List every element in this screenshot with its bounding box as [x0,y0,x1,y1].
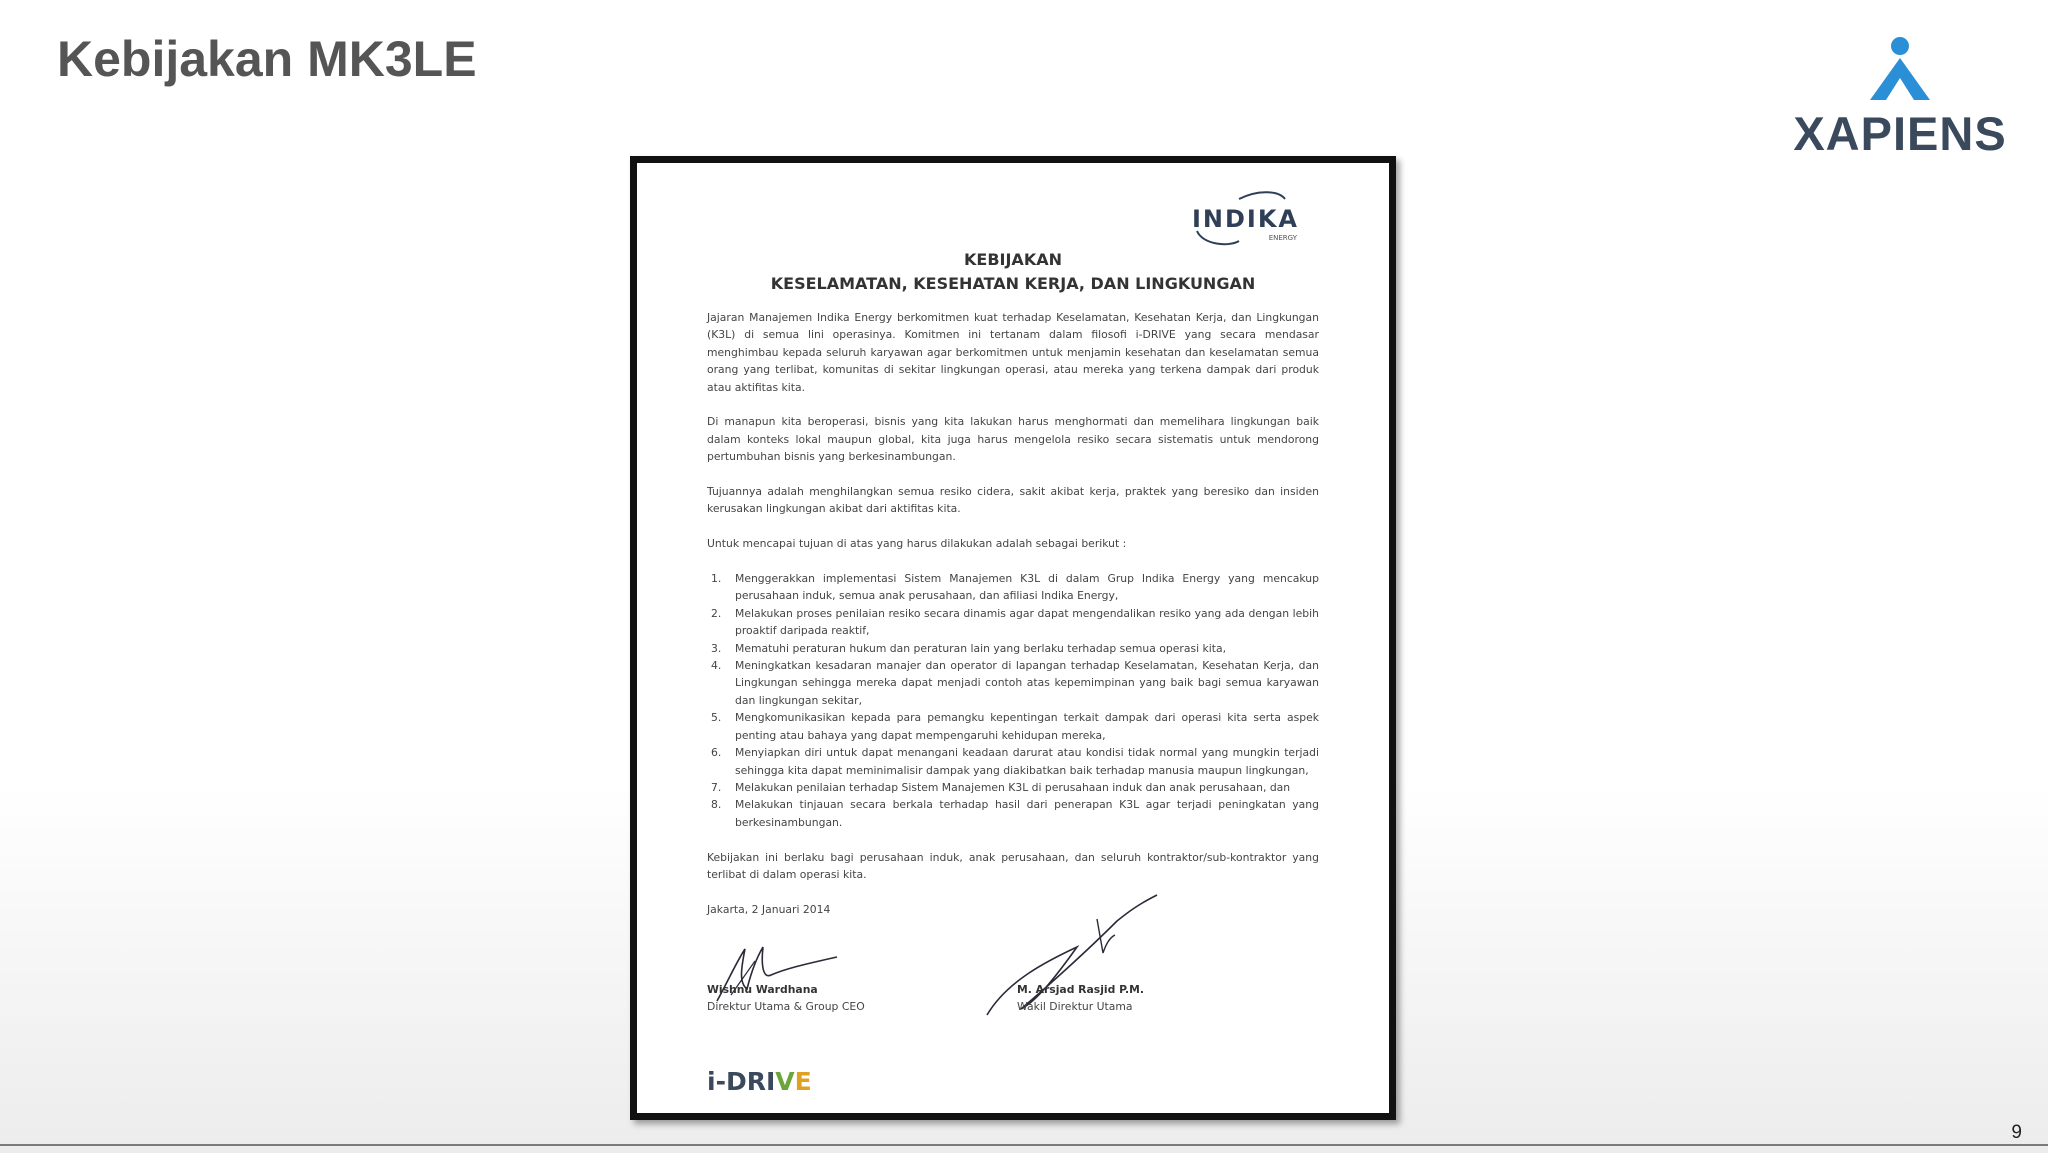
paragraph: Di manapun kita beroperasi, bisnis yang kita lakukan harus menghormati dan memelihara lingkungan baik dalam konteks lokal maupun global, kita juga harus mengelola resiko secara sistematis untuk mendorong pertumbuhan bisnis yang berkesinambungan. [707,415,1319,464]
list-item [707,605,1319,640]
list-number: 2. [711,606,722,620]
list-text: Mengkomunikasikan kepada para pemangku kepentingan terkait dampak dari operasi kita serta aspek penting atau bahaya yang dapat mempengaruhi kehidupan mereka, [735,711,1319,742]
list-item [707,709,1319,744]
idrive-prefix: i-DRI [707,1067,776,1096]
title-line-2: KESELAMATAN, KESEHATAN KERJA, DAN LINGKUNGAN [770,274,1256,293]
list-item [707,779,1319,796]
brand-name: XAPIENS [1793,107,2007,160]
list-number: 7. [711,780,722,794]
footer-divider [0,1144,2048,1146]
list-number: 8. [711,798,722,812]
signatory-left [707,981,865,1016]
paragraph: Jajaran Manajemen Indika Energy berkomitmen kuat terhadap Keselamatan, Kesehatan Kerja, dan Lingkungan (K3L) di semua lini operasinya. Komitmen ini tertanam dalam filosofi i-DRIVE yang secara mendasar menghimbau kepada seluruh karyawan agar berkomitmen untuk menjamin kesehatan dan keselamatan semua orang yang terlibat, komunitas di sekitar lingkungan operasi, atau mereka yang terkena dampak dari produk atau aktifitas kita. [707,311,1319,394]
signatory-name: Wishnu Wardhana [707,983,818,996]
indika-subtitle: ENERGY [1268,234,1297,242]
list-item [707,796,1319,831]
list-text: Menyiapkan diri untuk dapat menangani keadaan darurat atau kondisi tidak normal yang mungkin terjadi sehingga kita dapat meminimalisir dampak yang diakibatkan baik terhadap manusia maupun lingkungan, [735,746,1319,777]
list-text: Melakukan penilaian terhadap Sistem Manajemen K3L di perusahaan induk dan anak perusahaan, dan [735,780,1291,794]
title-line-1: KEBIJAKAN [964,250,1062,269]
policy-document [630,156,1396,1120]
list-item [707,657,1319,709]
signatory-role: Direktur Utama & Group CEO [707,1000,865,1014]
list-item [707,744,1319,779]
page-number: 9 [2011,1122,2022,1143]
paragraph: Untuk mencapai tujuan di atas yang harus dilakukan adalah sebagai berikut : [707,537,1127,551]
policy-list [707,570,1319,831]
idrive-letter-e: E [794,1067,812,1096]
closing-paragraph: Kebijakan ini berlaku bagi perusahaan induk, anak perusahaan, dan seluruh kontraktor/sub-kontraktor yang terlibat di dalam operasi kita. [707,850,1319,881]
document-title [707,248,1319,296]
list-text: Melakukan tinjauan secara berkala terhadap hasil dari penerapan K3L agar terjadi peningkatan yang berkesinambungan. [735,798,1319,829]
list-text: Menggerakkan implementasi Sistem Manajemen K3L di dalam Grup Indika Energy yang mencakup perusahaan induk, semua anak perusahaan, dan afiliasi Indika Energy, [735,572,1319,603]
idrive-logo [707,1067,812,1096]
idrive-letter-v: V [775,1067,795,1096]
list-item [707,570,1319,605]
list-number: 5. [711,711,722,725]
place-date: Jakarta, 2 Januari 2014 [707,902,831,916]
list-text: Melakukan proses penilaian resiko secara dinamis agar dapat mengendalikan resiko yang ada dengan lebih proaktif daripada reaktif, [735,606,1319,638]
xapiens-logo [1790,34,2010,160]
list-number: 1. [711,572,722,586]
signatory-right [1017,981,1144,1016]
list-item [707,640,1319,657]
document-body [707,309,1319,936]
list-number: 6. [711,746,722,760]
indika-wordmark: INDIKA [1191,205,1299,233]
signatory-name: M. Arsjad Rasjid P.M. [1017,983,1144,996]
list-text: Mematuhi peraturan hukum dan peraturan lain yang berlaku terhadap semua operasi kita, [735,641,1227,655]
person-icon [1866,34,1934,104]
slide-title: Kebijakan MK3LE [57,31,477,87]
list-number: 4. [711,659,722,673]
paragraph: Tujuannya adalah menghilangkan semua resiko cidera, sakit akibat kerja, praktek yang beresiko dan insiden kerusakan lingkungan akibat dari aktifitas kita. [707,485,1319,516]
indika-logo [1179,185,1299,249]
signatory-role: Wakil Direktur Utama [1017,1000,1133,1014]
list-number: 3. [711,641,722,655]
list-text: Meningkatkan kesadaran manajer dan operator di lapangan terhadap Keselamatan, Kesehatan Kerja, dan Lingkungan sehingga mereka dapat menjadi contoh atas kepemimpinan yang baik bagi semua karyawan dan lingkungan sekitar, [735,659,1319,707]
